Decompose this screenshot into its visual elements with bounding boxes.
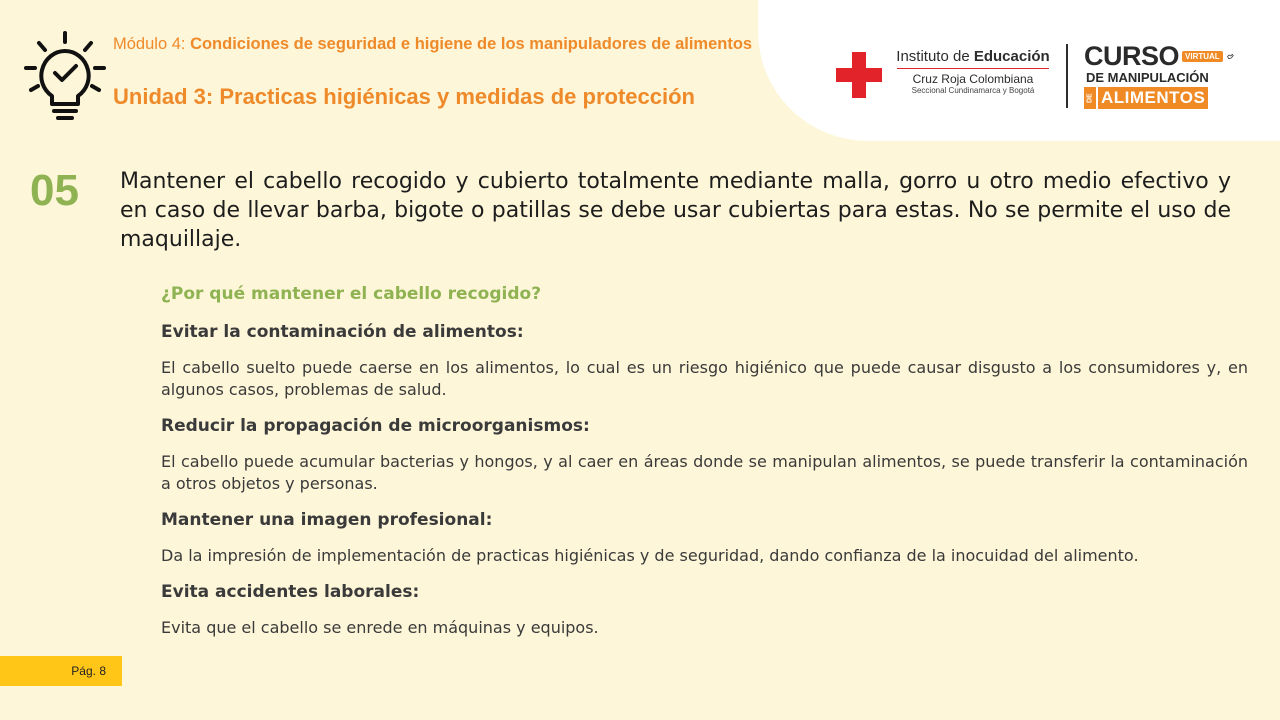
section-heading: Mantener una imagen profesional: [161,510,493,530]
module-heading [113,32,753,56]
lightbulb-check-icon [22,30,108,122]
red-cross-icon [836,52,882,98]
section-heading: Reducir la propagación de microorganismos: [161,416,590,436]
content-question: ¿Por qué mantener el cabello recogido? [161,284,542,304]
institute-name: Cruz Roja Colombiana [912,72,1034,86]
de-badge: DE [1084,87,1096,109]
section-heading: Evita accidentes laborales: [161,582,420,602]
page-number: Pág. 8 [71,664,106,678]
logo-divider [1066,44,1068,108]
section-body: El cabello puede acumular bacterias y hongos, y al caer en áreas donde se manipulan alimentos, se puede transferir la contaminación a otros objetos y personas. [161,452,1248,493]
institute-section: Seccional Cundinamarca y Bogotá [911,86,1035,95]
institute-divider [897,68,1049,69]
unit-title: Unidad 3: Practicas higiénicas y medidas de protección [113,84,695,109]
curso-word: CURSO [1084,41,1180,71]
hand-click-icon [1226,49,1234,63]
section-body: Evita que el cabello se enrede en máquinas y equipos. [161,618,599,637]
item-number: 05 [30,166,79,215]
module-title: Condiciones de seguridad e higiene de los manipuladores de alimentos [190,35,753,53]
module-prefix: Módulo 4: [113,35,186,53]
section-body: El cabello suelto puede caerse en los alimentos, lo cual es un riesgo higiénico que puede causar disgusto a los consumidores y, en algunos casos, problemas de salud. [161,358,1248,399]
institute-prefix: Instituto de [896,48,974,65]
virtual-badge: VIRTUAL [1182,51,1223,62]
institute-title [893,48,1053,65]
section-heading: Evitar la contaminación de alimentos: [161,322,524,342]
item-text: Mantener el cabello recogido y cubierto totalmente mediante malla, gorro u otro medio efectivo y en caso de llevar barba, bigote o patillas se debe usar cubiertas para estas. No se permite el uso de maquillaje. [120,169,1231,252]
section-body: Da la impresión de implementación de practicas higiénicas y de seguridad, dando confianza de la inocuidad del alimento. [161,546,1139,565]
content-section [161,282,1248,652]
institute-logo [893,48,1053,95]
alimentos-word: ALIMENTOS [1098,87,1208,109]
page-number-badge [0,656,122,686]
institute-bold: Educación [973,48,1050,65]
manipulacion-line: DE MANIPULACIÓN [1086,70,1209,85]
curso-logo [1084,42,1234,109]
